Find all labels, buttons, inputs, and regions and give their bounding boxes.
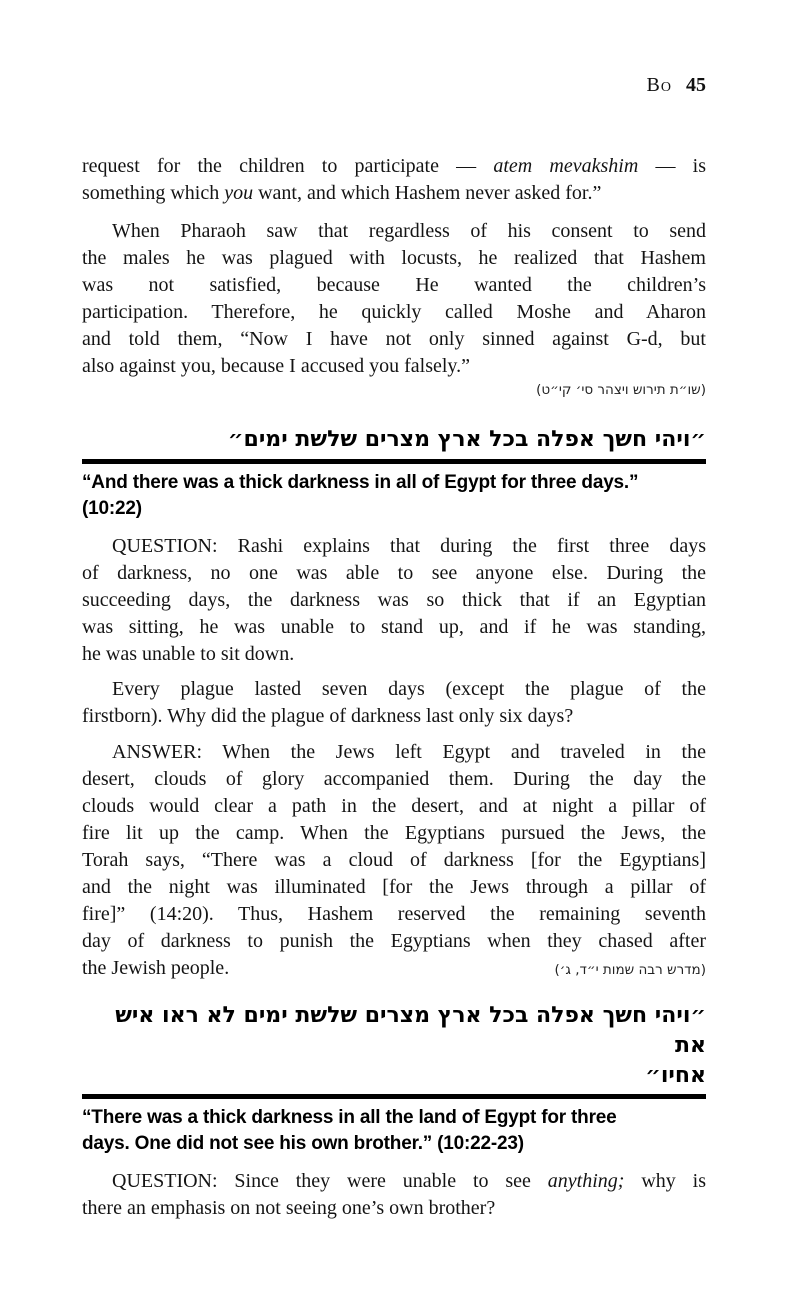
section-header-english-2: “There was a thick darkness in all the land of Egypt for three days. One did not see his own brother.” (10:22-23) bbox=[82, 1107, 617, 1154]
hebrew-source-citation-1: (שו״ת תירוש ויצהר סי׳ קי״ט) bbox=[536, 382, 706, 398]
paragraph-pharaoh: When Pharaoh saw that regardless of his consent to send the males he was plagued with locusts, he realized that Hashem was not satisfied, because He wanted the children’s participation. Therefore, he quickly called Moshe and Aharon and told them, “Now I have not only sinned against G-d, but also against you, because I accused you falsely.” bbox=[82, 220, 706, 377]
hebrew-source-citation-2: (מדרש רבה שמות י״ד, ג׳) bbox=[554, 962, 706, 978]
section-header-english-1: “And there was a thick darkness in all of Egypt for three days.” (10:22) bbox=[82, 472, 639, 519]
divider-rule-1 bbox=[82, 459, 706, 464]
section-header-hebrew-1: ״ויהי חשך אפלה בכל ארץ מצרים שלשת ימים״ bbox=[227, 427, 706, 452]
page-number: 45 bbox=[686, 74, 706, 96]
paragraph-continuation: request for the children to participate — atem mevakshim — is something which you want, and which Hashem never asked for.” bbox=[82, 155, 707, 204]
parsha-name: Bo bbox=[646, 74, 672, 96]
text-column bbox=[82, 0, 706, 1222]
section-header-hebrew-2: ״ויהי חשך אפלה בכל ארץ מצרים שלשת ימים לא ראו איש את אחיו״ bbox=[115, 1003, 706, 1088]
running-head bbox=[82, 74, 706, 96]
answer-paragraph-1: ANSWER: When the Jews left Egypt and traveled in the desert, clouds of glory accompanied them. During the day the clouds would clear a path in the desert, and at night a pillar of fire lit up the camp. When the Egyptians pursued the Jews, the Torah says, “There was a cloud of darkness [for the Egyptians] and the night was illuminated [for the Jews through a pillar of fire]” (14:20). Thus, Hashem reserved the remaining seventh day of darkness to punish the Egyptians when they chased after the Jewish people. bbox=[82, 741, 706, 979]
question-paragraph-2: QUESTION: Since they were unable to see anything; why is there an emphasis on not seeing one’s own brother? bbox=[82, 1170, 706, 1219]
paragraph-every-plague: Every plague lasted seven days (except the plague of the firstborn). Why did the plague of darkness last only six days? bbox=[82, 678, 706, 727]
divider-rule-2 bbox=[82, 1094, 706, 1099]
question-paragraph-1: QUESTION: Rashi explains that during the first three days of darkness, no one was able to see anyone else. During the succeeding days, the darkness was so thick that if an Egyptian was sitting, he was unable to stand up, and if he was standing, he was unable to sit down. bbox=[82, 535, 706, 665]
